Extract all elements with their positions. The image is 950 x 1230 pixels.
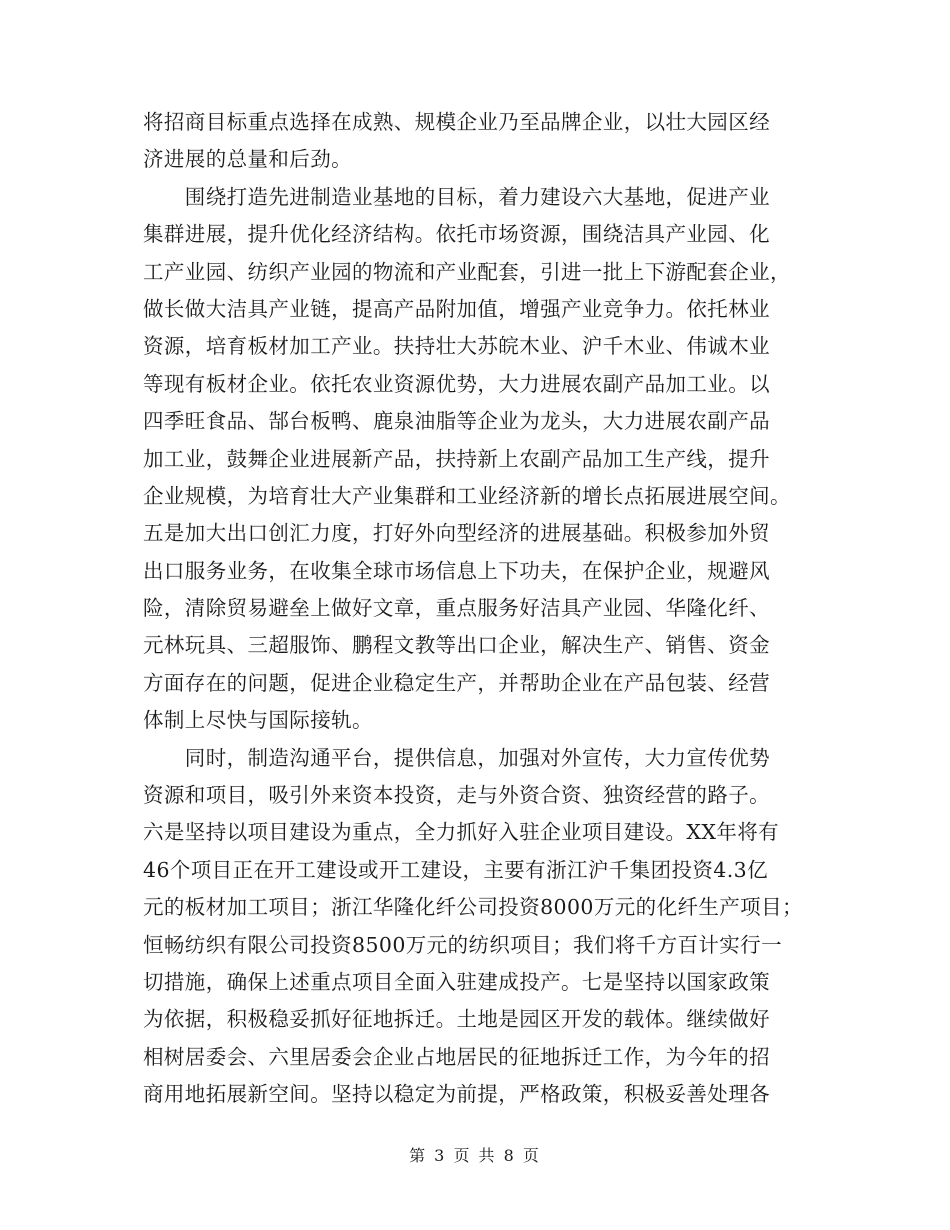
text-line: 六是坚持以项目建设为重点，全力抓好入驻企业项目建设。XX年将有 [143, 820, 780, 845]
text-line: 元林玩具、三超服饰、鹏程文教等出口企业，解决生产、销售、资金 [143, 633, 770, 658]
text-line: 资源和项目，吸引外来资本投资，走与外资合资、独资经营的路子。 [143, 783, 770, 808]
body-text [143, 104, 813, 1114]
text-line: 险，清除贸易避垒上做好文章，重点服务好洁具产业园、华隆化纤、 [143, 596, 770, 621]
text-line: 商用地拓展新空间。坚持以稳定为前提，严格政策，积极妥善处理各 [143, 1082, 770, 1107]
text-line: 做长做大洁具产业链，提高产品附加值，增强产业竞争力。依托林业 [143, 296, 770, 321]
text-line: 46个项目正在开工建设或开工建设，主要有浙江沪千集团投资4.3亿 [143, 857, 768, 882]
text-line: 加工业，鼓舞企业进展新产品，扶持新上农副产品加工生产线，提升 [143, 446, 770, 471]
text-line: 体制上尽快与国际接轨。 [143, 708, 373, 733]
text-line: 企业规模，为培育壮大产业集群和工业经济新的增长点拓展进展空间。 [143, 483, 791, 508]
text-line: 同时，制造沟通平台，提供信息，加强对外宣传，大力宣传优势 [143, 745, 770, 770]
text-line: 工产业园、纺织产业园的物流和产业配套，引进一批上下游配套企业， [143, 259, 791, 284]
text-line: 元的板材加工项目；浙江华隆化纤公司投资8000万元的化纤生产项目； [143, 895, 803, 920]
text-line: 五是加大出口创汇力度，打好外向型经济的进展基础。积极参加外贸 [143, 521, 770, 546]
text-line: 将招商目标重点选择在成熟、规模企业乃至品牌企业，以壮大园区经 [143, 110, 770, 134]
text-line: 恒畅纺织有限公司投资8500万元的纺织项目；我们将千方百计实行一 [143, 932, 782, 957]
text-line: 出口服务业务，在收集全球市场信息上下功夫，在保护企业，规避风 [143, 558, 770, 583]
text-line: 等现有板材企业。依托农业资源优势，大力进展农副产品加工业。以 [143, 371, 770, 396]
text-line: 四季旺食品、郜台板鸭、鹿泉油脂等企业为龙头，大力进展农副产品 [143, 409, 770, 434]
text-line: 为依据，积极稳妥抓好征地拆迁。土地是园区开发的载体。继续做好 [143, 1007, 770, 1032]
text-line: 集群进展，提升优化经济结构。依托市场资源，围绕洁具产业园、化 [143, 222, 770, 247]
text-line: 相树居委会、六里居委会企业占地居民的征地拆迁工作，为今年的招 [143, 1044, 770, 1069]
text-line: 济进展的总量和后劲。 [143, 147, 352, 172]
text-line: 切措施，确保上述重点项目全面入驻建成投产。七是坚持以国家政策 [143, 969, 770, 994]
page-number-footer: 第 3 页 共 8 页 [409, 1146, 541, 1165]
text-line: 方面存在的问题，促进企业稳定生产，并帮助企业在产品包装、经营 [143, 670, 770, 695]
text-line: 围绕打造先进制造业基地的目标，着力建设六大基地，促进产业 [143, 184, 770, 209]
text-line: 资源，培育板材加工产业。扶持壮大苏皖木业、沪千木业、伟诚木业 [143, 334, 770, 359]
